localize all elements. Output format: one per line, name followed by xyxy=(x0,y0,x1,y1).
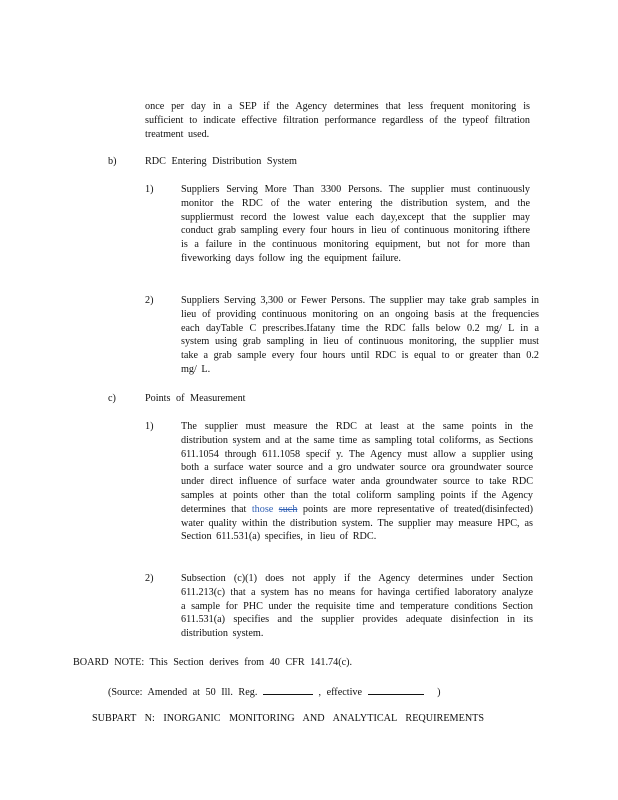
section-b-marker: b) xyxy=(108,156,117,167)
source-prefix: (Source: Amended at 50 Ill. Reg. xyxy=(108,687,258,698)
section-c-item-1-text-before: The supplier must measure the RDC at least at the same points in the distribution system and at the same time as sampling total coliforms, as Sections 611.1054 through 611.1058 specif y. The Agency must allow a supplier using both a surface water source and a gro undwater source ora groundwater source under direct influence of surface water anda groundwater source to take RDC samples at points other than the total coliform sampling points if the Agency determines that xyxy=(181,421,533,515)
source-line xyxy=(108,684,441,700)
section-b-item-1-text: Suppliers Serving More Than 3300 Persons. The supplier must continuously monitor the RDC of the water entering the distribution system, and the suppliermust record the lowest value each day,except that the supplier may conduct grab sampling every four hours in lieu of continuous monitoring ifthere is a failure in the continuous monitoring equipment, but not for more than fiveworking days follow ing the equipment failure. xyxy=(181,184,530,264)
inserted-text: those xyxy=(251,503,274,515)
source-date-blank xyxy=(368,684,424,695)
section-c-item-1-marker: 1) xyxy=(145,421,154,432)
section-c-heading: Points of Measurement xyxy=(145,393,246,404)
section-b-item-1 xyxy=(181,183,530,266)
section-b-heading: RDC Entering Distribution System xyxy=(145,156,297,167)
section-b-item-1-marker: 1) xyxy=(145,184,154,195)
board-note: BOARD NOTE: This Section derives from 40 CFR 141.74(c). xyxy=(73,657,353,668)
source-reg-blank xyxy=(263,684,313,695)
intro-paragraph xyxy=(145,100,530,141)
section-c-item-2-text: Subsection (c)(1) does not apply if the Agency determines under Section 611.213(c) that a system has no means for havinga certified laboratory analyze a sample for PHC under the requisite time and temperature conditions Section 611.531(a) specifies and the supplier provides adequate disinfection in its distribution system. xyxy=(181,573,533,640)
section-b-item-2-marker: 2) xyxy=(145,295,154,306)
section-c-marker: c) xyxy=(108,393,116,404)
subpart-title: SUBPART N: INORGANIC MONITORING AND ANALYTICAL REQUIREMENTS xyxy=(92,713,485,724)
source-suffix: ) xyxy=(437,687,441,698)
section-c-item-1-text-after: points are more representative of treated(disinfected) water quality within the distribution system. The supplier may measure HPC, as Section 611.531(a) specifies, in lieu of RDC. xyxy=(181,503,534,543)
section-c-item-2-marker: 2) xyxy=(145,573,154,584)
section-c-item-2 xyxy=(181,572,533,641)
deleted-text: such xyxy=(278,503,298,515)
intro-text: once per day in a SEP if the Agency determines that less frequent monitoring is sufficient to indicate effective filtration performance regardless of the typeof filtration treatment used. xyxy=(145,101,530,140)
section-c-item-1 xyxy=(181,420,533,544)
section-b-item-2-text: Suppliers Serving 3,300 or Fewer Persons. The supplier may take grab samples in lieu of providing continuous monitoring on an ongoing basis at the frequencies each dayTable C prescribes.Ifatany time the RDC falls below 0.2 mg/ L in a system using grab sampling in lieu of continuous monitoring, the supplier must take a grab sample every four hours until RDC is equal to or greater than 0.2 mg/ L. xyxy=(181,295,539,375)
source-middle: , effective xyxy=(318,687,363,698)
section-b-item-2 xyxy=(181,294,539,377)
